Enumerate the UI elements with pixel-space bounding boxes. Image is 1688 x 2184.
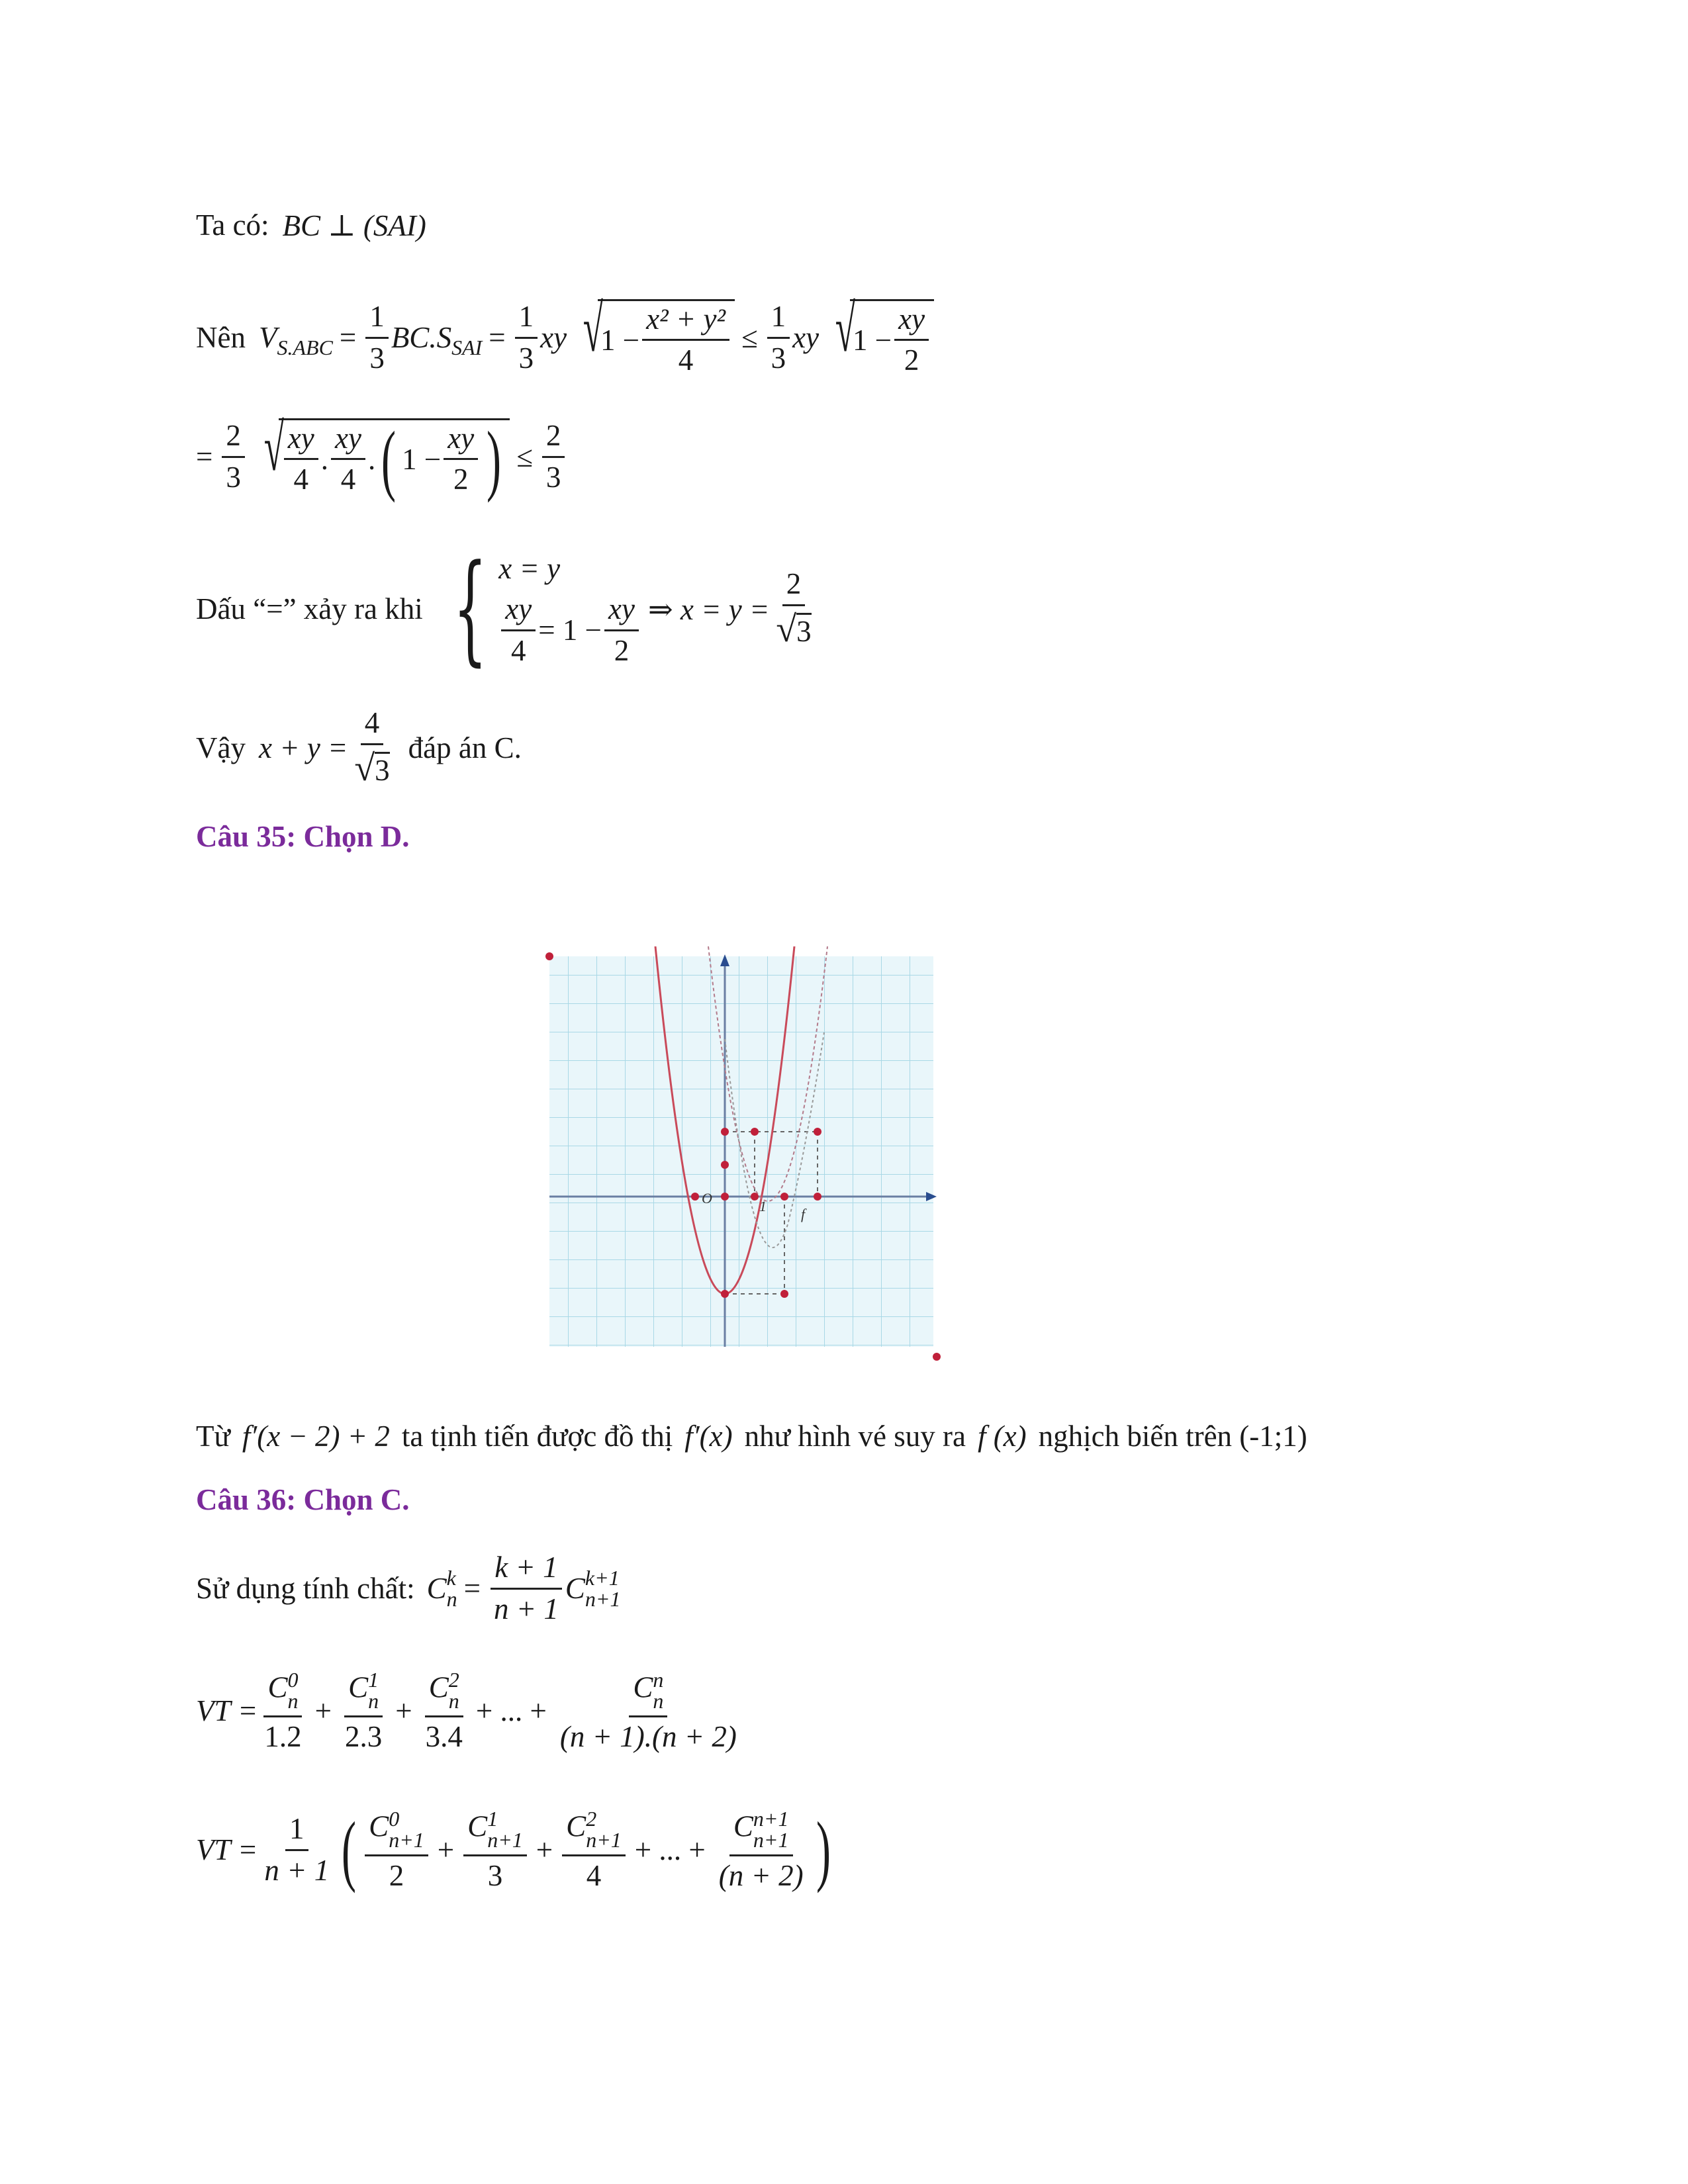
bc-s: BC.S <box>391 321 452 354</box>
fraction-one-third: $\frac{1}{3}$ <box>365 301 389 374</box>
eq-mid: = 1 − <box>538 614 602 647</box>
label-one: 1 <box>759 1198 767 1214</box>
label-origin: O <box>702 1190 712 1206</box>
fraction-two-thirds-2: $\frac{2}{3}$ <box>542 420 565 493</box>
sqrt-expression-1: √ 1 − $\frac{\text{x² + y²}}{4}$ <box>567 299 735 377</box>
implies-result: ⇒ x = y = <box>647 592 770 626</box>
suy-ra-text: như hình vé suy ra <box>744 1420 966 1453</box>
line-volume: Nên V $_{S.ABC}$ = $\frac{1}{3}$ BC.S $_{SAI}$ = $\frac{1}{3}$ xy √ 1 − $\frac{\text{x² + y²}}{4}$ ≤ $\frac{1}{3}$ xy √ 1 − $\frac{xy}{2}$ <box>196 285 934 390</box>
su-dung-label: Sử dụng tính chất: <box>196 1572 415 1605</box>
nen-label: Nên <box>196 321 246 354</box>
ta-co-label: Ta có: <box>196 208 269 242</box>
graph-grid <box>549 956 933 1347</box>
bc-perp-sai: BC ⊥ (SAI) <box>282 208 426 242</box>
eq-x-equals-y: x = y <box>498 552 561 586</box>
sqrt-product: √ $\frac{xy}{4}$ . $\frac{xy}{4}$ . ( 1 − $\frac{xy}{2}$ ) <box>248 418 510 496</box>
line-property: Sử dụng tính chất: C k n = $\frac{k + 1}{n + 1}$ C k+1 n+1 <box>196 1551 621 1625</box>
line-vt-2: VT = $\frac{1}{n + 1}$ ( C 0 n+1 2 + C 1 n+1 3 + C 2 n+1 4 + ... + C n+1 n+1 (n + 2) ) <box>196 1805 831 1893</box>
dap-an-c: đáp án C. <box>408 731 522 764</box>
line-vay <box>196 705 522 791</box>
line-translation <box>196 1410 1307 1463</box>
label-f: f <box>801 1206 806 1222</box>
x-plus-y: x + y = <box>258 731 348 764</box>
line-ta-co <box>196 199 426 251</box>
line-vt-1: VT = C 0 n 1.2 + C 1 n 2.3 + C 2 n 3.4 + ... + C n n (n + 1).(n + 2) <box>196 1667 737 1753</box>
xy-2: xy <box>792 321 820 354</box>
le-sign: ≤ <box>516 440 533 473</box>
vt-label: VT = <box>196 1694 258 1727</box>
expr-fprime: f′(x) <box>684 1420 733 1453</box>
volume-subscript: S.ABC <box>277 335 333 359</box>
s-subscript: SAI <box>451 335 483 359</box>
nghich-bien-text: nghịch biến trên (-1;1) <box>1038 1420 1307 1453</box>
dau-bang-label: Dấu “=” xảy ra khi <box>196 592 423 625</box>
heading-cau-35: Câu 35: Chọn D. <box>196 820 410 853</box>
expr-f: f (x) <box>977 1420 1027 1453</box>
heading-cau-36: Câu 36: Chọn C. <box>196 1483 410 1516</box>
line-am-gm: = $\frac{2}{3}$ √ $\frac{xy}{4}$ . $\frac{xy}{4}$ . ( 1 − $\frac{xy}{2}$ ) ≤ $\frac{2}{3}$ <box>196 404 567 510</box>
fraction-k1-n1: $\frac{k + 1}{n + 1}$ <box>490 1552 563 1625</box>
vt-label-2: VT = <box>196 1833 258 1866</box>
volume-symbol: V <box>258 321 277 354</box>
line-equality: Dấu “=” xảy ra khi { x = y $\frac{xy}{4}$ = 1 − $\frac{xy}{2}$ ⇒ x = y = $\frac{2}{√3}$ <box>196 539 818 678</box>
expr-fprime-shift: f′(x − 2) + 2 <box>242 1420 390 1453</box>
vay-label: Vậy <box>196 731 246 764</box>
sqrt-expression-2: √ 1 − $\frac{xy}{2}$ <box>819 299 934 377</box>
tu-label: Từ <box>196 1420 230 1453</box>
fraction-one-third-3: $\frac{1}{3}$ <box>767 301 790 374</box>
fraction-one-third-2: $\frac{1}{3}$ <box>515 301 538 374</box>
translation-text: ta tịnh tiến được đồ thị <box>401 1420 673 1453</box>
fraction-four-over-sqrt3: $\frac{4}{√3}$ <box>354 706 390 789</box>
derivative-graph <box>539 946 943 1377</box>
fraction-two-thirds: $\frac{2}{3}$ <box>222 420 245 493</box>
xy: xy <box>540 321 567 354</box>
fraction-two-over-sqrt3: $\frac{2}{√3}$ <box>776 567 812 650</box>
